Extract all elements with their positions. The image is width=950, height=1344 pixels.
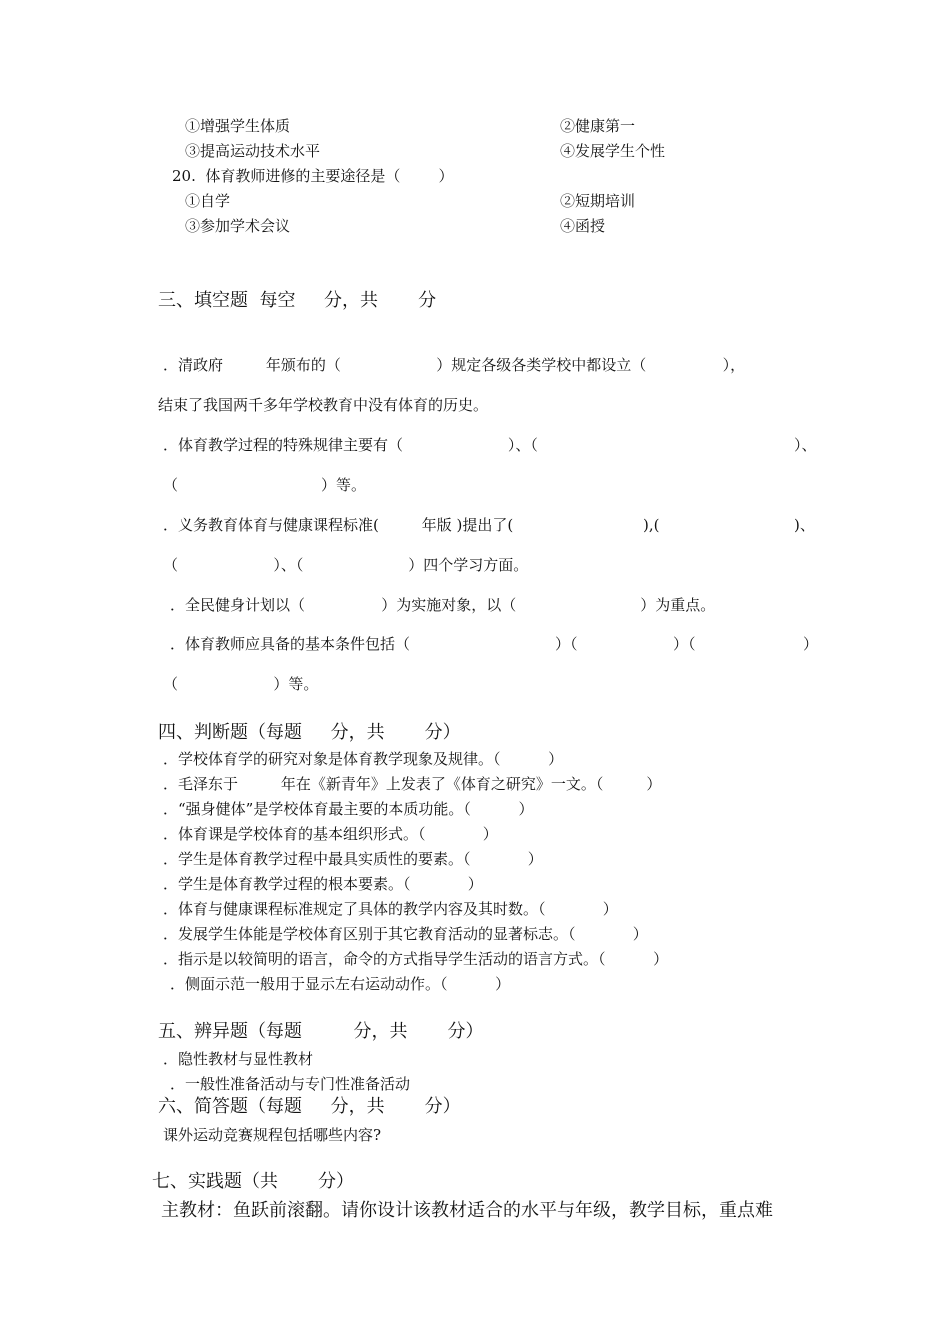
q20-option-1: ①自学 [185, 192, 231, 210]
section3-heading: 三、填空题 每空 分，共 分 [158, 290, 437, 311]
q19-option-2: ②健康第一 [560, 117, 636, 135]
section5-heading: 五、辨异题（每题 分，共 分） [158, 1021, 484, 1042]
q20-option-3: ③参加学术会议 [185, 217, 291, 235]
section6-heading: 六、简答题（每题 分，共 分） [158, 1096, 461, 1117]
section5-item: ．一般性准备活动与专门性准备活动 [170, 1075, 411, 1093]
q19-option-3: ③提高运动技术水平 [185, 142, 321, 160]
section6-item: 课外运动竞赛规程包括哪些内容? [163, 1126, 382, 1144]
section4-item: ．指示是以较简明的语言，命令的方式指导学生活动的语言方式。（ ） [163, 950, 669, 968]
section4-item: ．发展学生体能是学校体育区别于其它教育活动的显著标志。（ ） [163, 925, 648, 943]
section3-line-4: （ ）等。 [163, 476, 367, 494]
section3-line-5-mid: ),( [643, 516, 660, 534]
section4-item: ．学校体育学的研究对象是体育教学现象及规律。（ ） [163, 750, 564, 768]
section3-line-8-b: ）（ [555, 635, 578, 653]
section5-item: ．隐性教材与显性教材 [163, 1050, 314, 1068]
q20-stem: 20. 体育教师进修的主要途径是（ ） [172, 167, 454, 185]
section7-text: 主教材：鱼跃前滚翻。请你设计该教材适合的水平与年级，教学目标，重点难 [161, 1200, 773, 1221]
section4-item: ．学生是体育教学过程的根本要素。（ ） [163, 875, 483, 893]
q19-option-4: ④发展学生个性 [560, 142, 666, 160]
section4-item: ．“强身健体”是学校体育最主要的本质功能。（ ） [163, 800, 534, 818]
section3-line-2: 结束了我国两千多年学校教育中没有体育的历史。 [158, 396, 489, 414]
section3-line-8: ．体育教师应具备的基本条件包括（ [170, 635, 411, 653]
section3-line-5: ．义务教育体育与健康课程标准( 年版 )提出了( [163, 516, 514, 534]
section3-line-6: （ ）、（ ）四个学习方面。 [163, 556, 529, 574]
section4-item: ．体育课是学校体育的基本组织形式。（ ） [163, 825, 498, 843]
section4-item: ．体育与健康课程标准规定了具体的教学内容及其时数。（ ） [163, 900, 618, 918]
section4-item: ．毛泽东于 年在《新青年》上发表了《体育之研究》一文。（ ） [163, 775, 662, 793]
section3-line-8-c: ）（ [673, 635, 696, 653]
q20-option-4: ④函授 [560, 217, 606, 235]
section4-item: ．学生是体育教学过程中最具实质性的要素。（ ） [163, 850, 543, 868]
section4-item: ．侧面示范一般用于显示左右运动动作。（ ） [170, 975, 511, 993]
section3-line-8-d: ） [803, 635, 819, 653]
q19-option-1: ①增强学生体质 [185, 117, 291, 135]
section4-heading: 四、判断题（每题 分，共 分） [158, 722, 461, 743]
section3-line-3: ．体育教学过程的特殊规律主要有（ ）、（ [163, 436, 538, 454]
section3-line-5-end: )、 [794, 516, 815, 534]
section7-heading: 七、实践题（共 分） [152, 1171, 355, 1192]
q20-option-2: ②短期培训 [560, 192, 636, 210]
section3-line-7: ．全民健身计划以（ ）为实施对象，以（ ）为重点。 [170, 596, 716, 614]
section3-line-3-end: ）、 [794, 436, 817, 454]
section3-line-9: （ ）等。 [163, 675, 319, 693]
section3-line-1: ．清政府 年颁布的（ ）规定各级各类学校中都设立（ ）， [163, 356, 746, 374]
